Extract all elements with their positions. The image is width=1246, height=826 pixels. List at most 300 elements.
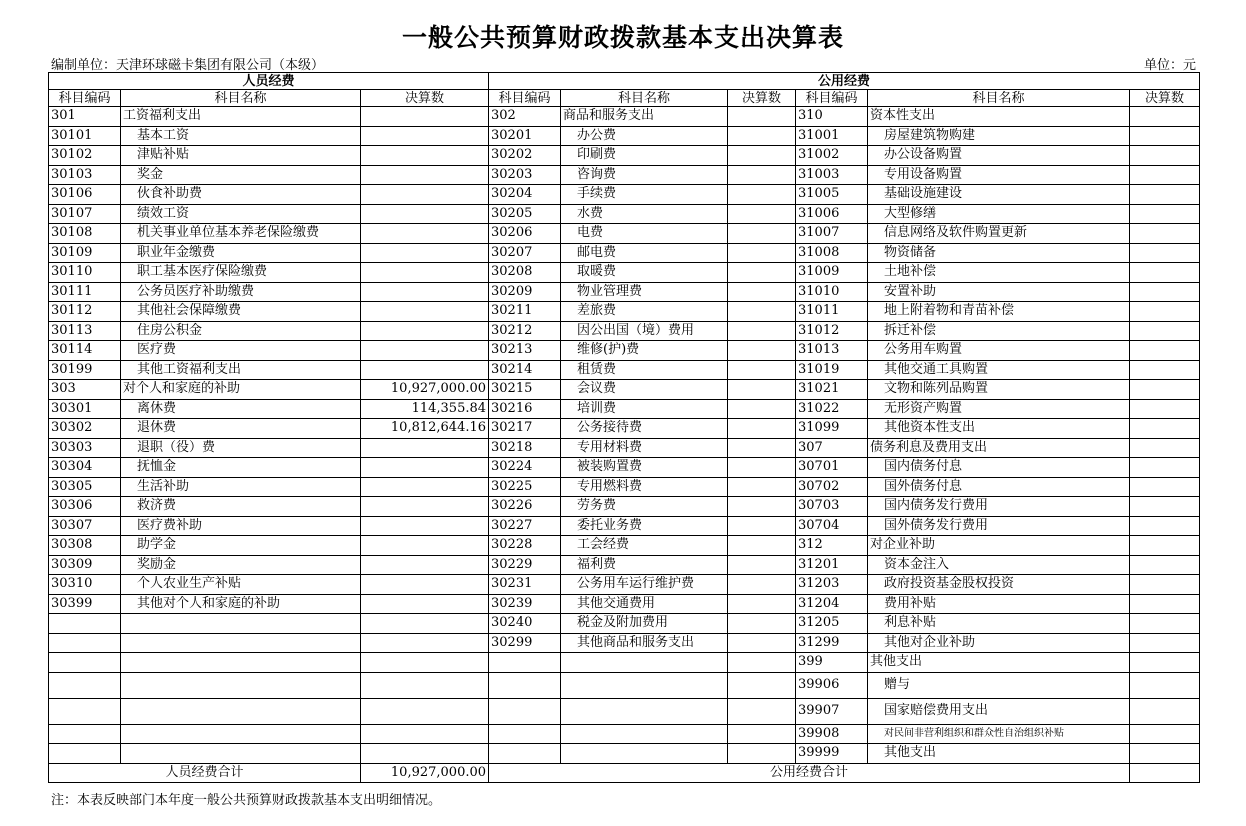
cell-code: 31099: [796, 419, 868, 439]
cell-amount: [361, 653, 489, 673]
cell-name: 离休费: [121, 399, 361, 419]
cell-amount: [1130, 165, 1200, 185]
cell-code: 39906: [796, 672, 868, 698]
cell-code: 30702: [796, 477, 868, 497]
cell-amount: [361, 477, 489, 497]
organization-label: 编制单位：天津环球磁卡集团有限公司（本级）: [51, 58, 325, 73]
cell-name: 土地补偿: [868, 263, 1130, 283]
cell-code: 30306: [49, 497, 121, 517]
cell-code: 30114: [49, 341, 121, 361]
table-row: [49, 575, 1200, 595]
table-row: [49, 633, 1200, 653]
cell-code: 30302: [49, 419, 121, 439]
cell-name: 奖金: [121, 165, 361, 185]
cell-name: 其他商品和服务支出: [561, 633, 728, 653]
cell-code: 303: [49, 380, 121, 400]
cell-code: 30107: [49, 204, 121, 224]
currency-unit-label: 单位：元: [1143, 58, 1196, 73]
cell-amount: [361, 282, 489, 302]
cell-code: 31008: [796, 243, 868, 263]
column-header-code: 科目编码: [489, 90, 561, 107]
cell-amount: [1130, 497, 1200, 517]
cell-name: 印刷费: [561, 146, 728, 166]
cell-code: 30227: [489, 516, 561, 536]
cell-code: 30215: [489, 380, 561, 400]
cell-name: 水费: [561, 204, 728, 224]
cell-name: 对个人和家庭的补助: [121, 380, 361, 400]
cell-amount: [361, 555, 489, 575]
cell-code: 30101: [49, 126, 121, 146]
cell-name: [121, 614, 361, 634]
cell-code: [489, 698, 561, 724]
cell-name: 国外债务付息: [868, 477, 1130, 497]
cell-amount: [728, 458, 796, 478]
expenditure-table: [48, 72, 1200, 783]
cell-name: 其他交通费用: [561, 594, 728, 614]
cell-amount: [728, 536, 796, 556]
cell-amount: [728, 282, 796, 302]
cell-amount: [1130, 633, 1200, 653]
cell-amount: [361, 165, 489, 185]
table-row: [49, 614, 1200, 634]
cell-amount: [728, 672, 796, 698]
cell-name: 其他资本性支出: [868, 419, 1130, 439]
cell-name: 津贴补贴: [121, 146, 361, 166]
cell-name: 电费: [561, 224, 728, 244]
footnote: 注：本表反映部门本年度一般公共预算财政拨款基本支出明细情况。: [51, 793, 442, 808]
cell-name: 无形资产购置: [868, 399, 1130, 419]
cell-code: 39907: [796, 698, 868, 724]
cell-amount: [728, 380, 796, 400]
table-row: [49, 380, 1200, 400]
cell-code: [489, 744, 561, 764]
cell-name: 国内债务付息: [868, 458, 1130, 478]
cell-amount: [728, 243, 796, 263]
cell-code: 30102: [49, 146, 121, 166]
cell-code: 30307: [49, 516, 121, 536]
cell-amount: [361, 575, 489, 595]
cell-code: 30204: [489, 185, 561, 205]
table-row: [49, 243, 1200, 263]
cell-code: 30207: [489, 243, 561, 263]
cell-code: 30201: [489, 126, 561, 146]
cell-amount: [728, 698, 796, 724]
cell-amount: [728, 185, 796, 205]
cell-amount: [361, 536, 489, 556]
cell-amount: [1130, 477, 1200, 497]
table-row: [49, 653, 1200, 673]
cell-name: 专用燃料费: [561, 477, 728, 497]
cell-amount: [361, 614, 489, 634]
cell-name: [561, 672, 728, 698]
cell-amount: [361, 516, 489, 536]
cell-amount: [728, 724, 796, 744]
cell-name: [561, 698, 728, 724]
cell-name: [561, 724, 728, 744]
cell-name: 伙食补助费: [121, 185, 361, 205]
cell-code: [49, 672, 121, 698]
table-row: [49, 185, 1200, 205]
cell-name: 退职（役）费: [121, 438, 361, 458]
cell-name: 债务利息及费用支出: [868, 438, 1130, 458]
cell-name: 办公费: [561, 126, 728, 146]
cell-amount: [1130, 302, 1200, 322]
cell-amount: [361, 341, 489, 361]
cell-code: 31203: [796, 575, 868, 595]
cell-amount: 114,355.84: [361, 399, 489, 419]
cell-amount: [361, 302, 489, 322]
cell-code: 30110: [49, 263, 121, 283]
cell-name: 因公出国（境）费用: [561, 321, 728, 341]
table-row: [49, 672, 1200, 698]
cell-name: 委托业务费: [561, 516, 728, 536]
cell-amount: [728, 438, 796, 458]
table-row: [49, 360, 1200, 380]
cell-amount: [361, 672, 489, 698]
cell-code: 31009: [796, 263, 868, 283]
cell-name: 对企业补助: [868, 536, 1130, 556]
cell-code: 31022: [796, 399, 868, 419]
cell-amount: [1130, 243, 1200, 263]
table-row: [49, 302, 1200, 322]
cell-code: 31021: [796, 380, 868, 400]
cell-name: 医疗费补助: [121, 516, 361, 536]
cell-name: 邮电费: [561, 243, 728, 263]
cell-code: 30212: [489, 321, 561, 341]
cell-name: 其他工资福利支出: [121, 360, 361, 380]
cell-name: [561, 744, 728, 764]
cell-name: 国内债务发行费用: [868, 497, 1130, 517]
cell-name: [121, 698, 361, 724]
cell-code: 30202: [489, 146, 561, 166]
table-row: [49, 497, 1200, 517]
cell-amount: [361, 204, 489, 224]
cell-name: 福利费: [561, 555, 728, 575]
cell-name: 基础设施建设: [868, 185, 1130, 205]
cell-amount: [361, 633, 489, 653]
cell-amount: [361, 321, 489, 341]
cell-code: 30113: [49, 321, 121, 341]
table-row: [49, 477, 1200, 497]
cell-code: [49, 698, 121, 724]
cell-amount: [1130, 419, 1200, 439]
table-row: [49, 555, 1200, 575]
cell-code: 30704: [796, 516, 868, 536]
cell-name: 会议费: [561, 380, 728, 400]
cell-name: 房屋建筑物购建: [868, 126, 1130, 146]
cell-amount: [1130, 185, 1200, 205]
cell-amount: [361, 724, 489, 744]
cell-name: 生活补助: [121, 477, 361, 497]
cell-name: 基本工资: [121, 126, 361, 146]
cell-code: 30108: [49, 224, 121, 244]
cell-code: 31019: [796, 360, 868, 380]
cell-name: 培训费: [561, 399, 728, 419]
cell-amount: [1130, 594, 1200, 614]
cell-amount: [361, 146, 489, 166]
cell-amount: [1130, 698, 1200, 724]
cell-name: 机关事业单位基本养老保险缴费: [121, 224, 361, 244]
cell-name: [121, 633, 361, 653]
cell-code: 30703: [796, 497, 868, 517]
table-row: [49, 438, 1200, 458]
cell-code: 30224: [489, 458, 561, 478]
cell-amount: [728, 653, 796, 673]
cell-amount: [1130, 204, 1200, 224]
cell-code: 31002: [796, 146, 868, 166]
public-total-value: [1130, 763, 1200, 783]
column-header-name: 科目名称: [868, 90, 1130, 107]
cell-amount: [728, 477, 796, 497]
cell-code: 30217: [489, 419, 561, 439]
cell-code: 30308: [49, 536, 121, 556]
cell-code: 31201: [796, 555, 868, 575]
cell-code: [489, 724, 561, 744]
cell-amount: [1130, 575, 1200, 595]
cell-code: 30305: [49, 477, 121, 497]
cell-amount: [728, 321, 796, 341]
cell-amount: [1130, 146, 1200, 166]
cell-name: 地上附着物和青苗补偿: [868, 302, 1130, 322]
cell-amount: [1130, 653, 1200, 673]
cell-amount: [1130, 516, 1200, 536]
cell-amount: [1130, 282, 1200, 302]
table-row: [49, 594, 1200, 614]
table-row: [49, 744, 1200, 764]
cell-name: 其他对企业补助: [868, 633, 1130, 653]
cell-amount: [361, 360, 489, 380]
cell-amount: [1130, 438, 1200, 458]
cell-code: 31003: [796, 165, 868, 185]
cell-name: 对民间非营利组织和群众性自治组织补贴: [868, 724, 1130, 744]
table-row: [49, 263, 1200, 283]
table-row: [49, 282, 1200, 302]
cell-code: 31006: [796, 204, 868, 224]
cell-code: 30203: [489, 165, 561, 185]
cell-code: 307: [796, 438, 868, 458]
page-title: 一般公共预算财政拨款基本支出决算表: [401, 23, 844, 52]
cell-code: 30304: [49, 458, 121, 478]
cell-name: 其他支出: [868, 744, 1130, 764]
cell-code: 30208: [489, 263, 561, 283]
table-row: [49, 536, 1200, 556]
cell-code: 30205: [489, 204, 561, 224]
cell-amount: [1130, 360, 1200, 380]
cell-code: 30103: [49, 165, 121, 185]
table-row: [49, 204, 1200, 224]
cell-amount: [728, 399, 796, 419]
cell-code: 30229: [489, 555, 561, 575]
column-header-code: 科目编码: [49, 90, 121, 107]
cell-name: 信息网络及软件购置更新: [868, 224, 1130, 244]
table-row: [49, 107, 1200, 127]
cell-name: 职工基本医疗保险缴费: [121, 263, 361, 283]
cell-name: 抚恤金: [121, 458, 361, 478]
table-row: [49, 224, 1200, 244]
cell-name: 文物和陈列品购置: [868, 380, 1130, 400]
cell-code: 30216: [489, 399, 561, 419]
cell-amount: [1130, 399, 1200, 419]
cell-amount: [361, 224, 489, 244]
cell-name: 其他支出: [868, 653, 1130, 673]
cell-amount: 10,812,644.16: [361, 419, 489, 439]
cell-code: 31010: [796, 282, 868, 302]
cell-code: [49, 724, 121, 744]
cell-amount: [728, 633, 796, 653]
cell-code: 30225: [489, 477, 561, 497]
cell-code: [489, 672, 561, 698]
cell-amount: [728, 744, 796, 764]
cell-code: 310: [796, 107, 868, 127]
cell-code: 30399: [49, 594, 121, 614]
cell-amount: [1130, 724, 1200, 744]
cell-name: 咨询费: [561, 165, 728, 185]
cell-code: 31205: [796, 614, 868, 634]
personnel-total-label: 人员经费合计: [49, 763, 361, 783]
cell-code: 301: [49, 107, 121, 127]
cell-amount: [1130, 263, 1200, 283]
cell-code: [49, 653, 121, 673]
cell-amount: [1130, 380, 1200, 400]
cell-code: 30206: [489, 224, 561, 244]
cell-code: 399: [796, 653, 868, 673]
cell-amount: [1130, 536, 1200, 556]
column-header-amount: 决算数: [1130, 90, 1200, 107]
cell-name: 个人农业生产补贴: [121, 575, 361, 595]
cell-amount: [361, 243, 489, 263]
cell-code: 30199: [49, 360, 121, 380]
cell-code: [49, 744, 121, 764]
cell-name: 安置补助: [868, 282, 1130, 302]
cell-amount: [728, 263, 796, 283]
cell-name: 办公设备购置: [868, 146, 1130, 166]
section-public-header: 公用经费: [489, 73, 1200, 90]
cell-code: 31005: [796, 185, 868, 205]
cell-name: 其他对个人和家庭的补助: [121, 594, 361, 614]
cell-amount: [361, 438, 489, 458]
column-header-code: 科目编码: [796, 90, 868, 107]
cell-name: 取暖费: [561, 263, 728, 283]
cell-name: 被装购置费: [561, 458, 728, 478]
cell-name: [121, 672, 361, 698]
table-row: [49, 341, 1200, 361]
public-total-label: 公用经费合计: [489, 763, 1130, 783]
cell-code: 30218: [489, 438, 561, 458]
cell-name: 专用设备购置: [868, 165, 1130, 185]
cell-name: 国外债务发行费用: [868, 516, 1130, 536]
cell-code: 30231: [489, 575, 561, 595]
cell-code: 30309: [49, 555, 121, 575]
cell-code: [489, 653, 561, 673]
cell-code: 30303: [49, 438, 121, 458]
personnel-total-value: 10,927,000.00: [361, 763, 489, 783]
cell-amount: [361, 263, 489, 283]
cell-amount: [361, 185, 489, 205]
cell-name: 工会经费: [561, 536, 728, 556]
cell-name: 劳务费: [561, 497, 728, 517]
cell-amount: [1130, 126, 1200, 146]
cell-name: 救济费: [121, 497, 361, 517]
cell-code: 31299: [796, 633, 868, 653]
cell-name: 大型修缮: [868, 204, 1130, 224]
table-row: [49, 724, 1200, 744]
cell-amount: [1130, 744, 1200, 764]
cell-amount: [1130, 341, 1200, 361]
cell-amount: [361, 458, 489, 478]
column-header-amount: 决算数: [728, 90, 796, 107]
cell-amount: [728, 165, 796, 185]
cell-amount: [361, 594, 489, 614]
cell-code: 31001: [796, 126, 868, 146]
table-row: [49, 165, 1200, 185]
cell-name: 资本金注入: [868, 555, 1130, 575]
cell-amount: [361, 497, 489, 517]
cell-amount: [361, 744, 489, 764]
cell-amount: [728, 555, 796, 575]
cell-code: 302: [489, 107, 561, 127]
cell-name: 维修(护)费: [561, 341, 728, 361]
cell-code: 312: [796, 536, 868, 556]
cell-amount: [728, 594, 796, 614]
cell-name: 职业年金缴费: [121, 243, 361, 263]
cell-name: 公务接待费: [561, 419, 728, 439]
cell-name: 国家赔偿费用支出: [868, 698, 1130, 724]
cell-name: 公务用车购置: [868, 341, 1130, 361]
table-row: [49, 698, 1200, 724]
column-header-name: 科目名称: [121, 90, 361, 107]
cell-code: 39999: [796, 744, 868, 764]
cell-code: 31204: [796, 594, 868, 614]
cell-name: 政府投资基金股权投资: [868, 575, 1130, 595]
cell-code: 30109: [49, 243, 121, 263]
cell-name: 奖励金: [121, 555, 361, 575]
cell-amount: [728, 419, 796, 439]
table-row: [49, 399, 1200, 419]
cell-name: 费用补贴: [868, 594, 1130, 614]
cell-amount: [1130, 614, 1200, 634]
cell-amount: [728, 204, 796, 224]
cell-amount: [728, 302, 796, 322]
cell-code: 30226: [489, 497, 561, 517]
cell-code: 30310: [49, 575, 121, 595]
table-row: [49, 458, 1200, 478]
cell-code: 30111: [49, 282, 121, 302]
cell-amount: [728, 575, 796, 595]
cell-amount: [361, 126, 489, 146]
cell-code: [49, 633, 121, 653]
cell-amount: 10,927,000.00: [361, 380, 489, 400]
cell-name: 商品和服务支出: [561, 107, 728, 127]
cell-name: 赠与: [868, 672, 1130, 698]
cell-amount: [728, 107, 796, 127]
cell-code: 30301: [49, 399, 121, 419]
column-header-name: 科目名称: [561, 90, 728, 107]
cell-name: 助学金: [121, 536, 361, 556]
cell-name: [121, 724, 361, 744]
cell-amount: [1130, 224, 1200, 244]
table-row: [49, 126, 1200, 146]
table-row: [49, 516, 1200, 536]
cell-name: 其他社会保障缴费: [121, 302, 361, 322]
cell-name: [121, 744, 361, 764]
cell-name: 公务员医疗补助缴费: [121, 282, 361, 302]
cell-name: 资本性支出: [868, 107, 1130, 127]
cell-code: [49, 614, 121, 634]
cell-name: 手续费: [561, 185, 728, 205]
cell-code: 30213: [489, 341, 561, 361]
cell-code: 30299: [489, 633, 561, 653]
cell-name: 利息补贴: [868, 614, 1130, 634]
